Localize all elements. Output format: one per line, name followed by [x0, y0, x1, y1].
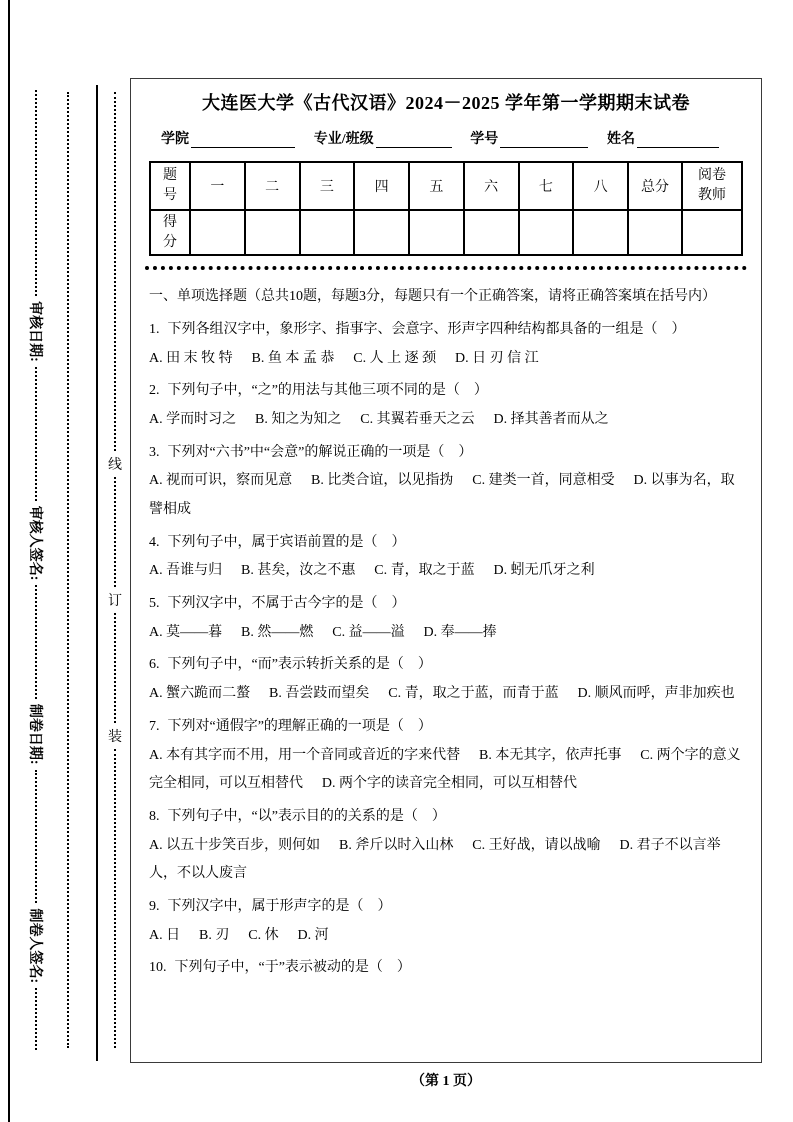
question-text-line	[149, 377, 743, 406]
question-number: 5.	[149, 596, 160, 612]
margin-solid-line	[96, 85, 98, 1061]
question-number: 3.	[149, 444, 160, 460]
score-col-2: 二	[245, 162, 300, 210]
option: A. 田 末 牧 特	[149, 350, 233, 366]
question-number: 4.	[149, 534, 160, 550]
student-id-blank	[500, 133, 588, 148]
question	[149, 893, 743, 950]
binding-char-zhuang: 装	[108, 729, 122, 745]
question-text: 下列句子中，“于”表示被动的是（ ）	[174, 960, 411, 976]
score-col-8: 八	[573, 162, 628, 210]
option: D. 君子不以言举人，不以人废言	[149, 837, 721, 882]
student-info-row	[149, 128, 743, 148]
question-text: 下列句子中，属于宾语前置的是（ ）	[167, 534, 406, 550]
name-field	[607, 128, 719, 148]
question-text: 下列各组汉字中，象形字、指事字、会意字、形声字四种结构都具备的一组是（ ）	[167, 321, 686, 337]
option: D. 择其善者而从之	[493, 411, 609, 427]
score-cell	[245, 210, 300, 255]
option: D. 蚓无爪牙之利	[493, 563, 595, 579]
question-text-line	[149, 529, 743, 558]
option: B. 吾尝跂而望矣	[269, 686, 370, 702]
option: C. 王好战，请以战喻	[472, 837, 601, 853]
option: B. 比类合谊，以见指㧑	[311, 473, 454, 489]
question-number: 9.	[149, 898, 160, 914]
option: C. 其翼若垂天之云	[360, 411, 475, 427]
college-blank	[191, 133, 295, 148]
option: B. 刃	[199, 927, 230, 943]
exam-title: 大连医大学《古代汉语》2024－2025 学年第一学期期末试卷	[202, 93, 690, 113]
major-class-label: 专业/班级	[313, 132, 374, 147]
score-table-score-row	[150, 210, 742, 255]
college-field	[161, 128, 295, 148]
option: A. 学而时习之	[149, 411, 237, 427]
student-id-label: 学号	[470, 132, 499, 147]
option: D. 河	[297, 927, 329, 943]
question-number: 8.	[149, 808, 160, 824]
option: B. 甚矣，汝之不惠	[241, 563, 356, 579]
score-row-label: 得分	[150, 210, 190, 255]
option: B. 鱼 本 孟 恭	[251, 350, 335, 366]
binding-char-xian: 线	[108, 458, 122, 474]
question-options	[149, 832, 743, 889]
student-id-field	[470, 128, 588, 148]
question-text: 下列句子中，“以”表示目的的关系的是（ ）	[167, 808, 446, 824]
questions-list	[149, 316, 743, 983]
score-cell	[573, 210, 628, 255]
major-class-field	[314, 128, 452, 148]
major-class-blank	[376, 133, 452, 148]
dotted-separator	[145, 266, 747, 270]
question-options	[149, 742, 743, 799]
question	[149, 590, 743, 647]
question-options	[149, 680, 743, 709]
question	[149, 439, 743, 525]
score-cell	[300, 210, 355, 255]
score-col-7: 七	[519, 162, 574, 210]
question	[149, 377, 743, 434]
score-col-4: 四	[354, 162, 409, 210]
review-date-label: 审核日期:	[27, 301, 42, 362]
score-col-grader: 阅卷教师	[682, 162, 742, 210]
dotted-leader	[35, 90, 37, 296]
question-text-line	[149, 651, 743, 680]
question-number: 1.	[149, 321, 160, 337]
question	[149, 529, 743, 586]
margin-dotted-line	[67, 92, 69, 1048]
section-heading: 一、单项选择题（总共10题，每题3分，每题只有一个正确答案，请将正确答案填在括号内）	[149, 289, 716, 305]
option: A. 日	[149, 927, 181, 943]
papermaking-date-label: 制卷日期:	[27, 703, 42, 765]
question-options	[149, 345, 743, 374]
option: C. 建类一首，同意相受	[472, 473, 615, 489]
option: D. 日 刃 信 江	[454, 350, 539, 366]
binding-dotted-segment	[114, 92, 116, 451]
dotted-leader	[35, 988, 37, 1050]
question-options	[149, 922, 743, 951]
reviewer-signature-label: 审核人签名:	[27, 505, 42, 581]
question-text-line	[149, 713, 743, 742]
score-col-5: 五	[409, 162, 464, 210]
question-text-line	[149, 439, 743, 468]
margin-label-column	[25, 90, 47, 1050]
binding-line	[105, 92, 125, 1048]
question-options	[149, 619, 743, 648]
question-options	[149, 557, 743, 586]
score-cell	[409, 210, 464, 255]
binding-dotted-segment	[114, 749, 116, 1048]
score-cell-grader	[682, 210, 742, 255]
question-text-line	[149, 893, 743, 922]
question-number: 7.	[149, 718, 160, 734]
question-options	[149, 467, 743, 524]
question-text-line	[149, 954, 743, 983]
option: C. 益——溢	[332, 624, 405, 640]
binding-dotted-segment	[114, 477, 116, 587]
question-number: 2.	[149, 383, 160, 399]
dotted-leader	[35, 770, 37, 904]
option: B. 本无其字，依声托事	[479, 747, 622, 763]
question	[149, 803, 743, 889]
question	[149, 316, 743, 373]
score-cell	[354, 210, 409, 255]
dotted-leader	[35, 367, 37, 501]
score-cell-total	[628, 210, 682, 255]
option: A. 本有其字而不用，用一个音同或音近的字来代替	[149, 747, 461, 763]
question	[149, 954, 743, 983]
binding-char-ding: 订	[108, 593, 122, 609]
score-table	[149, 161, 743, 256]
score-table-corner: 题号	[150, 162, 190, 210]
exam-sheet	[130, 78, 762, 1063]
score-cell	[190, 210, 245, 255]
question-text: 下列句子中，“而”表示转折关系的是（ ）	[167, 657, 432, 673]
option: C. 青，取之于蓝，而青于蓝	[388, 686, 559, 702]
option: A. 以五十步笑百步，则何如	[149, 837, 321, 853]
question-number: 10.	[149, 960, 167, 976]
binding-dotted-segment	[114, 613, 116, 723]
option: B. 斧斤以时入山林	[339, 837, 454, 853]
option: A. 莫——暮	[149, 624, 223, 640]
score-col-6: 六	[464, 162, 519, 210]
question-text: 下列句子中，“之”的用法与其他三项不同的是（ ）	[167, 383, 488, 399]
score-table-header-row	[150, 162, 742, 210]
question-text-line	[149, 316, 743, 345]
exam-content	[149, 283, 743, 983]
option: D. 顺风而呼，声非加疾也	[577, 686, 735, 702]
score-cell	[464, 210, 519, 255]
question-text: 下列对“六书”中“会意”的解说正确的一项是（ ）	[167, 444, 473, 460]
option: B. 知之为知之	[255, 411, 342, 427]
question-number: 6.	[149, 657, 160, 673]
option: C. 人 上 逐 颈	[353, 350, 437, 366]
question-text: 下列汉字中，属于形声字的是（ ）	[167, 898, 392, 914]
option: D. 两个字的读音完全相同，可以互相替代	[321, 776, 577, 792]
question	[149, 651, 743, 708]
question-options	[149, 406, 743, 435]
option: B. 然——燃	[241, 624, 314, 640]
page-edge-line	[8, 0, 10, 1122]
question-text: 下列汉字中，不属于古今字的是（ ）	[167, 596, 406, 612]
option: A. 视而可识，察而见意	[149, 473, 293, 489]
score-col-total: 总分	[628, 162, 682, 210]
option: D. 以事为名，取譬相成	[149, 473, 735, 517]
college-label: 学院	[161, 132, 189, 147]
papermaker-signature-label: 制卷人签名:	[27, 908, 42, 984]
score-col-3: 三	[300, 162, 355, 210]
score-col-1: 一	[190, 162, 245, 210]
option: A. 蟹六跪而二螯	[149, 686, 251, 702]
option: C. 休	[248, 927, 279, 943]
question-text: 下列对“通假字”的理解正确的一项是（ ）	[167, 718, 432, 734]
option: C. 两个字的意义完全相同，可以互相替代	[149, 747, 741, 792]
dotted-leader	[35, 585, 37, 698]
name-label: 姓名	[607, 132, 635, 147]
question	[149, 713, 743, 799]
option: A. 吾谁与归	[149, 563, 223, 579]
option: C. 青，取之于蓝	[374, 563, 475, 579]
option: D. 奉——捧	[423, 624, 497, 640]
question-text-line	[149, 803, 743, 832]
page-number: （第 1 页）	[411, 1074, 481, 1089]
score-cell	[519, 210, 574, 255]
question-text-line	[149, 590, 743, 619]
name-blank	[637, 133, 719, 148]
